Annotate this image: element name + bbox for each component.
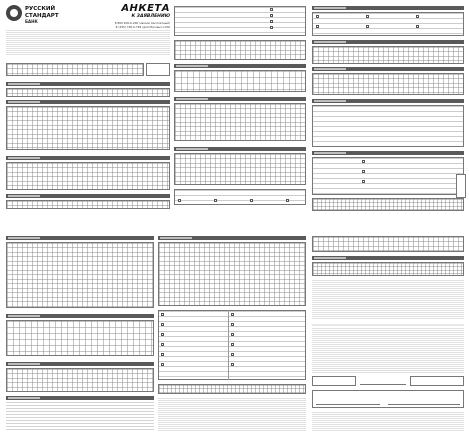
registration-address-grid[interactable] <box>6 162 170 190</box>
column-divider <box>228 310 229 380</box>
intro-text-block <box>6 30 170 56</box>
form-subtitle: К ЗАЯВЛЕНИЮ <box>131 14 170 19</box>
form-title: АНКЕТА <box>121 3 170 14</box>
checkbox[interactable] <box>366 25 369 28</box>
section-bar <box>6 236 154 240</box>
section-bar <box>312 99 464 103</box>
section-bar <box>312 67 464 71</box>
checkbox[interactable] <box>250 199 253 202</box>
contact-line: 8 800 200-6-200 (звонок бесплатный) <box>114 21 170 25</box>
checkbox[interactable] <box>161 343 164 346</box>
section-bar <box>6 156 170 160</box>
checkbox[interactable] <box>362 180 365 183</box>
marital-status-list[interactable] <box>312 12 464 36</box>
contact-phones-grid[interactable] <box>174 153 306 185</box>
section-bar <box>6 396 154 400</box>
insurance-grid[interactable] <box>312 262 464 276</box>
personal-data-fields[interactable] <box>6 88 170 97</box>
actual-address-grid[interactable] <box>174 103 306 141</box>
employee-signature-line[interactable] <box>316 404 380 405</box>
section-bar <box>6 100 170 104</box>
section-bar <box>174 64 306 68</box>
checkbox[interactable] <box>270 26 273 29</box>
form-heading <box>118 4 170 19</box>
section-bar <box>158 236 306 240</box>
bank-name: РУССКИЙ СТАНДАРТ <box>25 6 59 19</box>
checkbox[interactable] <box>231 333 234 336</box>
checkbox[interactable] <box>316 15 319 18</box>
checkbox[interactable] <box>178 199 181 202</box>
checkbox[interactable] <box>316 25 319 28</box>
client-signature-line[interactable] <box>360 384 406 385</box>
checkbox[interactable] <box>286 199 289 202</box>
additional-info-fields[interactable] <box>312 198 464 211</box>
section-bar <box>174 147 306 151</box>
bank-logo <box>6 5 76 27</box>
loan-purpose-grid[interactable] <box>174 70 306 92</box>
income-amount-grid[interactable] <box>6 320 154 356</box>
client-name-field[interactable] <box>6 63 144 76</box>
date-field[interactable] <box>312 376 356 386</box>
declaration-text <box>312 328 464 374</box>
checkbox[interactable] <box>362 170 365 173</box>
vehicle-list[interactable] <box>312 157 464 195</box>
checkbox[interactable] <box>270 8 273 11</box>
checkbox[interactable] <box>231 353 234 356</box>
section-bar <box>6 82 170 86</box>
notes-lines[interactable] <box>6 402 154 432</box>
education-grid[interactable] <box>312 73 464 95</box>
bottom-conditions-text <box>158 398 306 432</box>
property-list[interactable] <box>174 189 306 205</box>
employee-id-field[interactable] <box>410 376 464 386</box>
section-bar <box>6 362 154 366</box>
section-bar <box>6 314 154 318</box>
checkbox[interactable] <box>416 15 419 18</box>
section-bar <box>174 97 306 101</box>
employment-list[interactable] <box>312 105 464 147</box>
payment-details-fields[interactable] <box>158 384 306 394</box>
bank-notes-text <box>312 412 464 432</box>
checkbox[interactable] <box>270 20 273 23</box>
client-code-field[interactable] <box>146 63 170 76</box>
bank-contacts <box>104 22 170 29</box>
checkbox[interactable] <box>366 15 369 18</box>
income-type-list[interactable] <box>174 6 306 36</box>
bank-subtitle: БАНК <box>25 19 38 24</box>
passport-data-grid[interactable] <box>6 106 170 150</box>
section-bar <box>6 194 170 198</box>
divider <box>312 324 464 326</box>
terms-text <box>312 280 464 320</box>
email-field[interactable] <box>6 200 170 209</box>
checkbox[interactable] <box>214 199 217 202</box>
side-tab <box>456 174 466 198</box>
bank-emblem-icon <box>6 5 22 21</box>
checkbox[interactable] <box>161 363 164 366</box>
section-bar <box>312 6 464 10</box>
checkbox[interactable] <box>231 323 234 326</box>
section-bar <box>312 40 464 44</box>
workplace-info-grid[interactable] <box>158 242 306 306</box>
checkbox[interactable] <box>231 313 234 316</box>
contact-line: 8 (495) 748-0-748 (для Москвы) и МО <box>115 24 170 29</box>
checkbox[interactable] <box>270 14 273 17</box>
trusted-persons-grid[interactable] <box>6 242 154 308</box>
checkbox[interactable] <box>362 160 365 163</box>
employer-fields[interactable] <box>174 40 306 60</box>
bank-accounts-grid[interactable] <box>312 236 464 252</box>
checkbox[interactable] <box>161 353 164 356</box>
section-bar <box>312 151 464 155</box>
checkbox[interactable] <box>161 313 164 316</box>
checkbox[interactable] <box>231 363 234 366</box>
checkbox[interactable] <box>161 323 164 326</box>
expenses-grid[interactable] <box>6 368 154 392</box>
section-bar <box>312 256 464 260</box>
stamp-line[interactable] <box>388 404 460 405</box>
checkbox[interactable] <box>161 333 164 336</box>
checkbox[interactable] <box>416 25 419 28</box>
family-members-grid[interactable] <box>312 46 464 64</box>
checkbox[interactable] <box>231 343 234 346</box>
bank-use-box <box>312 390 464 408</box>
